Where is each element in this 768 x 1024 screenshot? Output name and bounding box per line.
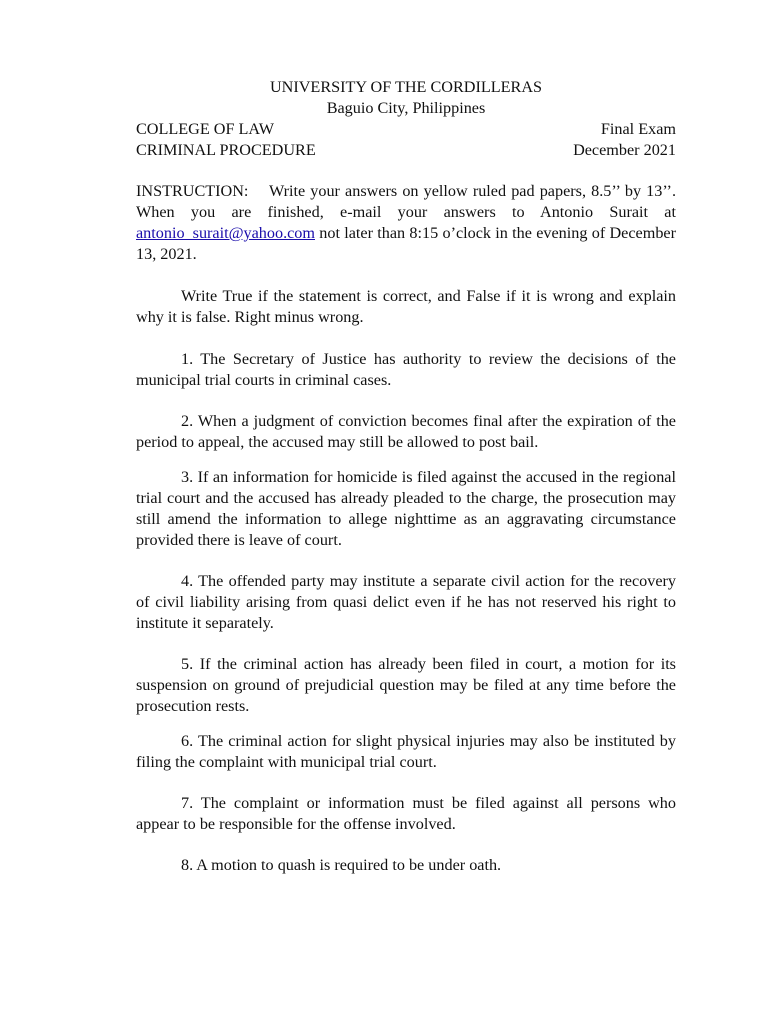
question-item: 7. The complaint or information must be filed against all persons who appear to be responsible for the offense involved.	[136, 794, 676, 833]
instructor-email-link[interactable]: antonio_surait@yahoo.com	[136, 224, 315, 242]
instruction-text-before: Write your answers on yellow ruled pad papers, 8.5’’ by 13’’. When you are finished, e-mail your answers to Antonio Surait at	[136, 182, 676, 221]
exam-page	[136, 77, 676, 876]
instruction-label: INSTRUCTION:	[136, 182, 249, 200]
header-row-1	[136, 119, 676, 140]
question-item: 6. The criminal action for slight physical injuries may also be instituted by filing the complaint with municipal trial court.	[136, 732, 676, 771]
exam-type: Final Exam	[600, 120, 676, 138]
header-row-2	[136, 140, 676, 161]
intro-paragraph: Write True if the statement is correct, and False if it is wrong and explain why it is false. Right minus wrong.	[136, 287, 676, 326]
college-name: COLLEGE OF LAW	[136, 120, 275, 138]
university-name: UNIVERSITY OF THE CORDILLERAS	[269, 78, 543, 96]
subject-name: CRIMINAL PROCEDURE	[136, 141, 316, 159]
exam-date: December 2021	[573, 141, 676, 159]
question-item: 2. When a judgment of conviction becomes final after the expiration of the period to appeal, the accused may still be allowed to post bail.	[136, 412, 676, 451]
question-item: 3. If an information for homicide is filed against the accused in the regional trial court and the accused has already pleaded to the charge, the prosecution may still amend the information to allege nighttime as an aggravating circumstance provided there is leave of court.	[136, 468, 676, 549]
question-item: 4. The offended party may institute a separate civil action for the recovery of civil liability arising from quasi delict even if he has not reserved his right to institute it separately.	[136, 572, 676, 632]
question-item: 1. The Secretary of Justice has authority to review the decisions of the municipal trial courts in criminal cases.	[136, 350, 676, 389]
university-location: Baguio City, Philippines	[326, 99, 486, 117]
question-item: 5. If the criminal action has already been filed in court, a motion for its suspension on ground of prejudicial question may be filed at any time before the prosecution rests.	[136, 655, 676, 715]
instruction-paragraph	[136, 181, 676, 265]
instruction-text-after: not later than 8:15 o’clock in the evening of December 13, 2021.	[136, 224, 676, 263]
question-item: 8. A motion to quash is required to be under oath.	[181, 856, 502, 874]
